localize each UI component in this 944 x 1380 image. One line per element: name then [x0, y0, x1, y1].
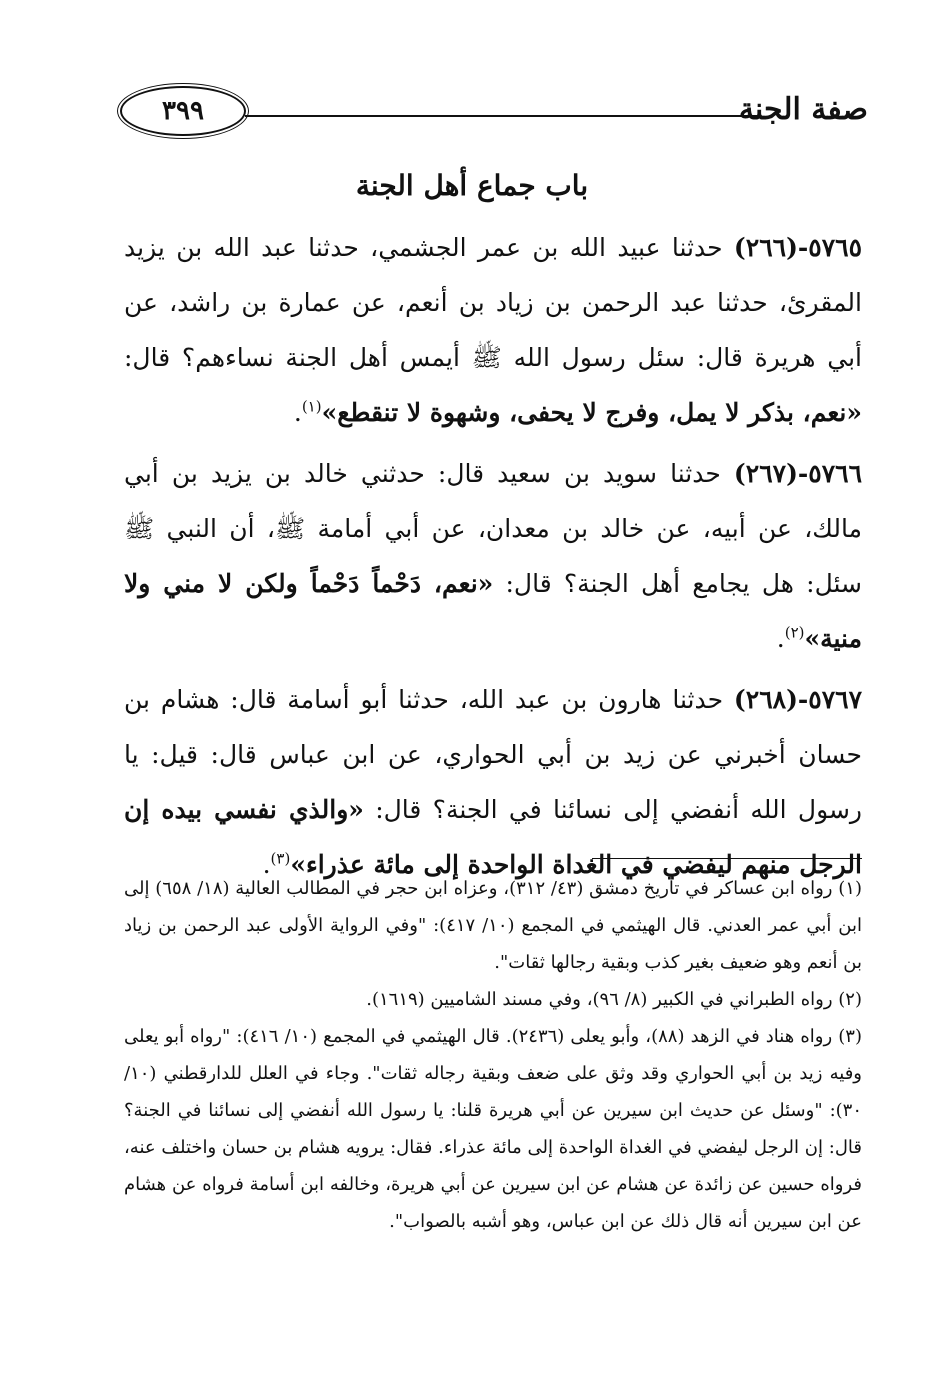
- header-rule: [245, 115, 758, 117]
- hadith-paragraph: [124, 672, 862, 892]
- page-header: [120, 78, 868, 150]
- hadith-isnad: حدثنا هارون بن عبد الله، حدثنا أبو أسامة قال: هشام بن حسان أخبرني عن زيد بن أبي الحواري، عن ابن عباس قال: قيل: يا رسول الله أنفضي إلى نسائنا في الجنة؟ قال:: [124, 685, 862, 824]
- footnote-ref[interactable]: (١): [301, 397, 322, 416]
- footnote-separator: [592, 858, 862, 859]
- page-number: ٣٩٩: [120, 86, 246, 136]
- main-text: [124, 220, 862, 898]
- hadith-number: ٥٧٦٥-(٢٦٦): [733, 233, 862, 262]
- footnotes: [124, 870, 862, 1240]
- hadith-matn: «والذي نفسي بيده إن الرجل منهم ليفضي في الغداة الواحدة إلى مائة عذراء»: [124, 795, 862, 879]
- footnote-text: رواه الطبراني في الكبير (٨/ ٩٦)، وفي مسند الشاميين (١٦١٩).: [366, 989, 833, 1010]
- hadith-isnad: حدثنا سويد بن سعيد قال: حدثني خالد بن يزيد بن أبي مالك، عن أبيه، عن خالد بن معدان، عن أبي أمامة ﷺ، أن النبي ﷺ سئل: هل يجامع أهل الجنة؟ قال:: [124, 459, 862, 598]
- chapter-title: باب جماع أهل الجنة: [355, 169, 589, 202]
- footnote: [124, 870, 862, 981]
- footnote-ref[interactable]: (٣): [270, 849, 291, 868]
- footnote: [124, 1018, 862, 1240]
- footnote-label: (٣): [838, 1026, 862, 1047]
- footnote-ref[interactable]: (٢): [784, 623, 805, 642]
- footnote-label: (٢): [838, 989, 862, 1010]
- hadith-paragraph: [124, 220, 862, 440]
- footnote-label: (١): [838, 878, 862, 899]
- hadith-paragraph: [124, 446, 862, 666]
- sentence-end: .: [262, 850, 271, 879]
- footnote-text: رواه ابن عساكر في تاريخ دمشق (٤٣/ ٣١٢)، وعزاه ابن حجر في المطالب العالية (١٨/ ٦٥٨) إلى ابن أبي عمر العدني. قال الهيثمي في المجمع (١٠/ ٤١٧): "وفي الرواية الأولى عبد الرحمن بن زياد بن أنعم وهو ضعيف بغير كذب وبقية رجالها ثقات".: [124, 878, 862, 973]
- running-title: صفة الجنة: [738, 92, 868, 127]
- footnote-text: رواه هناد في الزهد (٨٨)، وأبو يعلى (٢٤٣٦). قال الهيثمي في المجمع (١٠/ ٤١٦): "رواه أبو يعلى وفيه زيد بن أبي الحواري وقد وثق على ضعف وبقية رجاله ثقات". وجاء في العلل للدارقطني (١٠/ ٣٠): "وسئل عن حديث ابن سيرين عن أبي هريرة قلنا: يا رسول الله أنفضي إلى نسائنا في الجنة؟ قال: إن الرجل ليفضي في الغداة الواحدة إلى مائة عذراء. فقال: يرويه هشام بن حسان واختلف عنه، فرواه حسين عن زائدة عن هشام عن ابن سيرين عن أبي هريرة، وخالفه ابن أسامة فرواه عن هشام عن ابن سيرين أنه قال ذلك عن ابن عباس، وهو أشبه بالصواب".: [124, 1026, 862, 1232]
- hadith-isnad: حدثنا عبيد الله بن عمر الجشمي، حدثنا عبد الله بن يزيد المقرئ، حدثنا عبد الرحمن بن زياد بن أنعم، عن عمارة بن راشد، عن أبي هريرة قال: سئل رسول الله ﷺ أيمس أهل الجنة نساءهم؟ قال:: [124, 233, 862, 372]
- hadith-matn: «نعم، دَحْماً دَحْماً ولكن لا مني ولا منية»: [124, 569, 862, 653]
- hadith-number: ٥٧٦٧-(٢٦٨): [733, 685, 862, 714]
- hadith-matn: «نعم، بذكر لا يمل، وفرج لا يحفى، وشهوة لا تنقطع»: [321, 398, 862, 427]
- hadith-number: ٥٧٦٦-(٢٦٧): [733, 459, 862, 488]
- sentence-end: .: [776, 624, 785, 653]
- sentence-end: .: [293, 398, 302, 427]
- footnote: [124, 981, 862, 1018]
